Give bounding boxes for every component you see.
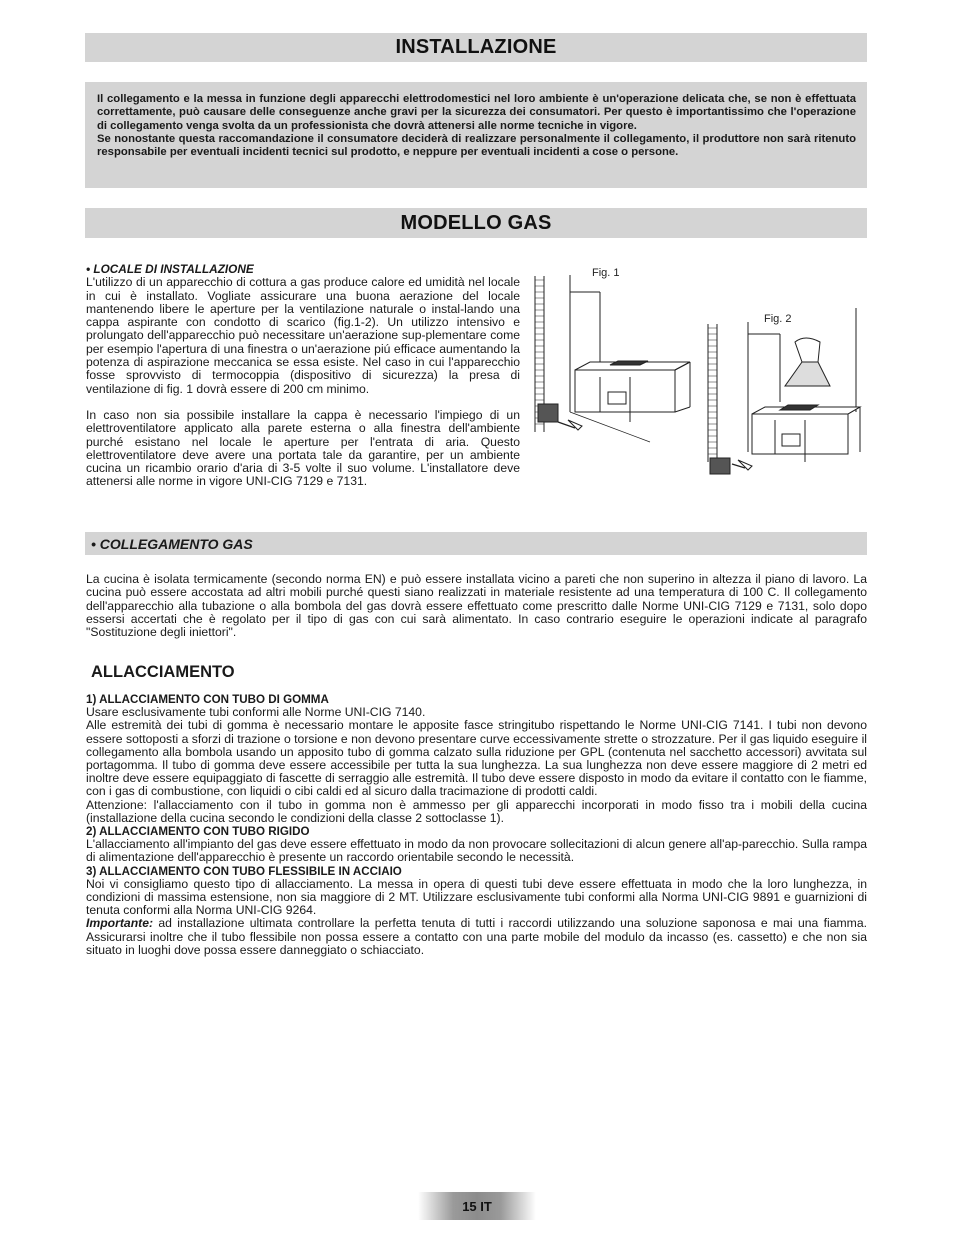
collegamento-section	[86, 573, 867, 639]
page-title: INSTALLAZIONE	[85, 33, 867, 62]
important-label: Importante:	[86, 916, 154, 931]
warning-box	[85, 82, 867, 188]
locale-paragraph: In caso non sia possibile installare la cappa è necessario l'impiego di un elettroventilatore applicato alla parete esterna o alla finestra dell'ambiente purché esistano nel locale le aperture per l'entrata di aria. Questo elettroventilatore deve avere una portata tale da garantire, per un ambiente cucina un ricambio orario d'aria di 3-5 volte il suo volume. L'installatore deve attenersi alle norme in vigore UNI-CIG 7129 e 7131.	[86, 407, 520, 489]
collegamento-paragraph: La cucina è isolata termicamente (secondo norma EN) e può essere installata vicino a pareti che non superino in altezza il piano di lavoro. La cucina può essere accostata ad altri mobili purché questi siano realizzati in materiale resistente ad una temperatura di 100 C. Il collegamento dell'apparecchio alla tubazione o alla bombola del gas dovrà essere effettuato come prescritto dalle Norme UNI-CIG 7129 e 7131, solo dopo essersi accertati che è regolato per il tipo di gas con cui sarà alimentato. In caso contrario eseguire le operazioni indicate al paragrafo "Sostituzione degli iniettori".	[86, 572, 867, 640]
body-paragraph: Alle estremità dei tubi di gomma è necessario montare le apposite fasce stringitubo rispettando le Norme UNI-CIG 7141. I tubi non devono essere sottoposti a sforzi di trazione o torsione e non devono presentare curve eccessivamente strette o strozzature. Per il gas liquido eseguire il collegamento alla bombola usando un apposito tubo di gomma calzato sulla riduzione per GPL (contenuta nel sacchetto accessori) avvitata sul portagomma. Il tubo di gomma deve essere accessibile per tutta la sua lunghezza. La sua lunghezza non deve essere maggiore di 2 metri ed inoltre deve essere equipaggiato di fascette di serraggio alle estremità. Il tubo deve essere disposto in modo da evitare il contatto con le fiamme, con i gas di combustione, con liquidi o cibi caldi ed al sicuro dalla tracimazione di prodotti caldi.	[86, 718, 867, 799]
important-text: ad installazione ultimata controllare la perfetta tenuta di tutti i raccordi utilizzando una soluzione saponosa e mai una fiamma. Assicurarsi inoltre che il tubo flessibile non possa essere a contatto con una parte mobile del modulo da incasso (es. cassetto) e che non sia situato in luoghi dove possa essere danneggiato o schiacciato.	[86, 916, 867, 957]
subsection-heading: 1) ALLACCIAMENTO CON TUBO DI GOMMA	[86, 693, 329, 706]
body-paragraph: Noi vi consigliamo questo tipo di allacciamento. La messa in opera di questi tubi deve essere effettuata in modo che la loro lunghezza, in condizioni di massima estensione, non sia maggiore di 2 MT. Utilizzare esclusivamente tubi conformi alla Norma UNI-CIG 9891 e guarnizioni di tenuta conformi alla Norma UNI-CIG 9264.	[86, 876, 867, 918]
allacciamento-heading: ALLACCIAMENTO	[91, 663, 235, 681]
locale-section	[86, 263, 520, 489]
body-paragraph: Attenzione: l'allacciamento con il tubo in gomma non è ammesso per gli apparecchi incorporati in modo fisso tra i mobili della cucina (installazione della cucina secondo le condizioni della classe 2 sottoclasse 1).	[86, 797, 867, 825]
brick-wall-fig2	[708, 324, 717, 462]
ventilation-illustration	[530, 262, 866, 494]
section-title: MODELLO GAS	[85, 208, 867, 238]
fig2-label: Fig. 2	[764, 313, 792, 325]
body-paragraph: L'allacciamento all'impianto del gas deve essere effettuato in modo da non provocare sollecitazioni di alcun genere all'ap-parecchio. Sulla rampa di alimentazione dell'apparecchio è presente un raccordo orientabile secondo le necessità.	[86, 837, 867, 865]
locale-heading: • LOCALE DI INSTALLAZIONE	[86, 262, 254, 276]
warning-paragraph: Il collegamento e la messa in funzione degli apparecchi elettrodomestici nel loro ambiente è un'operazione delicata che, se non è effettuata correttamente, può causare delle conseguenze anche gravi per la sicurezza dei consumatori. Per questo è importantissimo che l'operazione di collegamento venga svolta da un professionista che dovrà attenersi alle norme tecniche in vigore.	[97, 93, 856, 132]
body-paragraph: Usare esclusivamente tubi conformi alle Norme UNI-CIG 7140.	[86, 705, 426, 720]
allacciamento-section	[86, 693, 867, 957]
warning-paragraph: Se nonostante questa raccomandazione il consumatore deciderà di realizzare personalmente il collegamento, il produttore non sarà ritenuto responsabile per eventuali incidenti tecnici sul prodotto, e neppure per eventuali incidenti a cose o persone.	[97, 132, 856, 159]
subsection-heading: 3) ALLACCIAMENTO CON TUBO FLESSIBILE IN ACCIAIO	[86, 864, 402, 878]
fig1-label: Fig. 1	[592, 267, 620, 279]
locale-paragraph: L'utilizzo di un apparecchio di cottura a gas produce calore ed umidità nel locale in cui è installato. Vogliate assicurare una buona aerazione del locale mantenendo libere le aperture per la ventilazione naturale o instal-lando una cappa aspirante con condotto di scarico (fig.1-2). Un utilizzo intensivo e prolungato dell'apparecchio può necessitare un'aerazione sup-plementare come per esempio l'apertura di una finestra o un'aerazione piú efficace aumentando la potenza di aspirazione meccanica se essa esiste. Nel caso in cui l'apparecchio fosse sprovvisto di termocoppia (dispositivo di sicurezza) la presa di ventilazione di fig. 1 dovrà essere di 200 cm minimo.	[86, 275, 520, 396]
subsection-heading: 2) ALLACCIAMENTO CON TUBO RIGIDO	[86, 825, 310, 839]
important-paragraph	[86, 917, 867, 957]
page-number: 15 IT	[418, 1192, 536, 1220]
collegamento-heading: • COLLEGAMENTO GAS	[85, 532, 867, 555]
